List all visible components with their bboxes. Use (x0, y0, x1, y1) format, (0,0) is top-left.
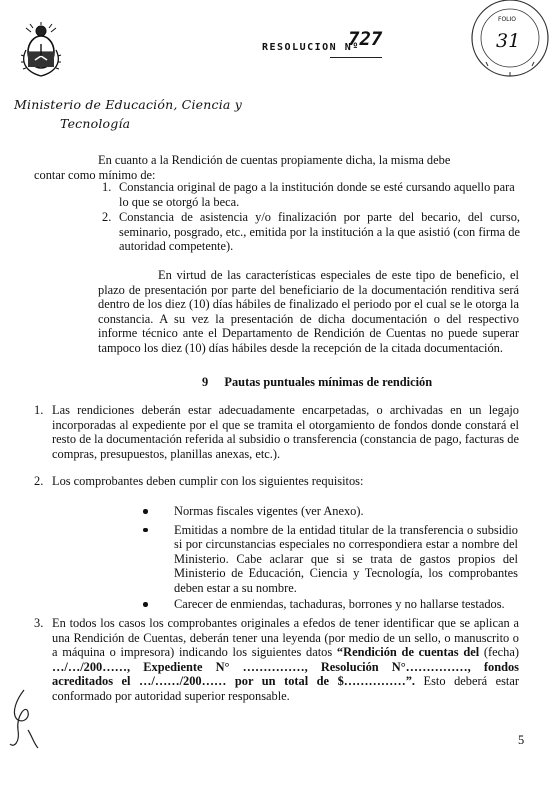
rule-item (34, 616, 519, 703)
numbered-item (102, 210, 520, 254)
ministry-name-line1: Ministerio de Educación, Ciencia y (14, 97, 242, 112)
bullet-item (156, 597, 518, 612)
bullet-text: Carecer de enmiendas, tachaduras, borrones y no hallarse testados. (174, 597, 505, 611)
handwritten-initials (4, 686, 44, 754)
resolucion-number: 727 (348, 28, 383, 50)
rule-text-part: (fecha) (483, 645, 519, 659)
folio-number: 31 (496, 30, 521, 52)
requirements-list (156, 504, 518, 612)
section-heading (202, 375, 432, 390)
rule-text-part: En todos los casos los comprobantes originales a efedos de tener identificar que se aplican a una Rendición de Cuentas, deberán tener una leyenda (por medio de un sello, o manuscrito o a máquina o impresora) indicando los siguientes datos (52, 616, 519, 659)
rule-bold-part: “Rendición de cuentas del (336, 645, 480, 659)
rule-text-part: Esto deberá estar conformado por autoridad superior responsable. (52, 674, 519, 703)
rule-text: Los comprobantes deben cumplir con los siguientes requisitos: (52, 474, 364, 488)
bullet-text: Normas fiscales vigentes (ver Anexo). (174, 504, 364, 518)
coat-of-arms (18, 22, 64, 78)
item-text: Constancia original de pago a la institución donde se esté cursando aquello para lo que se otorgó la beca. (119, 180, 515, 209)
resolucion-underline (330, 57, 382, 58)
bullet-icon (143, 602, 148, 607)
folio-stamp (466, 0, 550, 84)
rule-bold-part: …/…/200……, Expediente N° ……………, Resolución N°……………, fondos acreditados el …/……/200…… por un total de $……………”. (52, 659, 519, 688)
section-title: Pautas puntuales mínimas de rendición (224, 375, 433, 389)
rule-text: Las rendiciones deberán estar adecuadamente encarpetadas, o archivadas en un legajo incorporadas al expediente por el que se tramita el otorgamiento de fondos donde constará el resto de la documentación referida al subsidio o transferencia (constancia de pago, facturas de compras, presupuestos, planillas anexas, etc.). (52, 403, 519, 461)
resolucion-label: RESOLUCION Nº (262, 42, 360, 53)
intro-paragraph: En cuanto a la Rendición de cuentas propiamente dicha, la misma debe contar como mínimo de: (34, 153, 451, 182)
numbered-item (102, 180, 520, 209)
bullet-text: Emitidas a nombre de la entidad titular de la transferencia o subsidio si por circunstancias especiales no correspondiera estar a nombre del Ministerio. Cabe aclarar que si se trata de gastos propios del Ministerio de Educación, Ciencia y Tecnología, los comprobantes deben estar a su nombre. (174, 522, 518, 595)
item-text: Constancia de asistencia y/o finalización por parte del becario, del curso, seminario, posgrado, etc., emitida por la institución a la que asistió (con firma de autoridad competente). (119, 210, 520, 253)
rule-item (34, 474, 519, 489)
bullet-icon (143, 509, 148, 514)
item-number: 1. (102, 180, 112, 194)
rule-item (34, 403, 519, 461)
section-number: 9 (202, 375, 209, 389)
rule-number: 3. (34, 616, 44, 630)
rule-text (52, 616, 519, 703)
rule-number: 2. (34, 474, 44, 488)
ministry-name-line2: Tecnología (60, 116, 131, 131)
bullet-item (156, 504, 518, 519)
page-number: 5 (518, 733, 525, 747)
rule-number: 1. (34, 403, 44, 417)
item-number: 2. (102, 210, 112, 224)
bullet-item (156, 523, 518, 596)
folio-label: FOLIO (498, 16, 517, 23)
deadline-paragraph: En virtud de las características especiales de este tipo de beneficio, el plazo de presentación por parte del beneficiario de la documentación renditiva será dentro de los diez (10) días hábiles de finalizado el periodo por el cual se le otorga la constancia. A su vez la presentación de dicha documentación o del respectivo informe técnico ante el Departamento de Rendición de Cuentas no puede superar tampoco los diez (10) días hábiles desde la recepción de la citada documentación. (98, 268, 519, 355)
bullet-icon (143, 528, 148, 533)
